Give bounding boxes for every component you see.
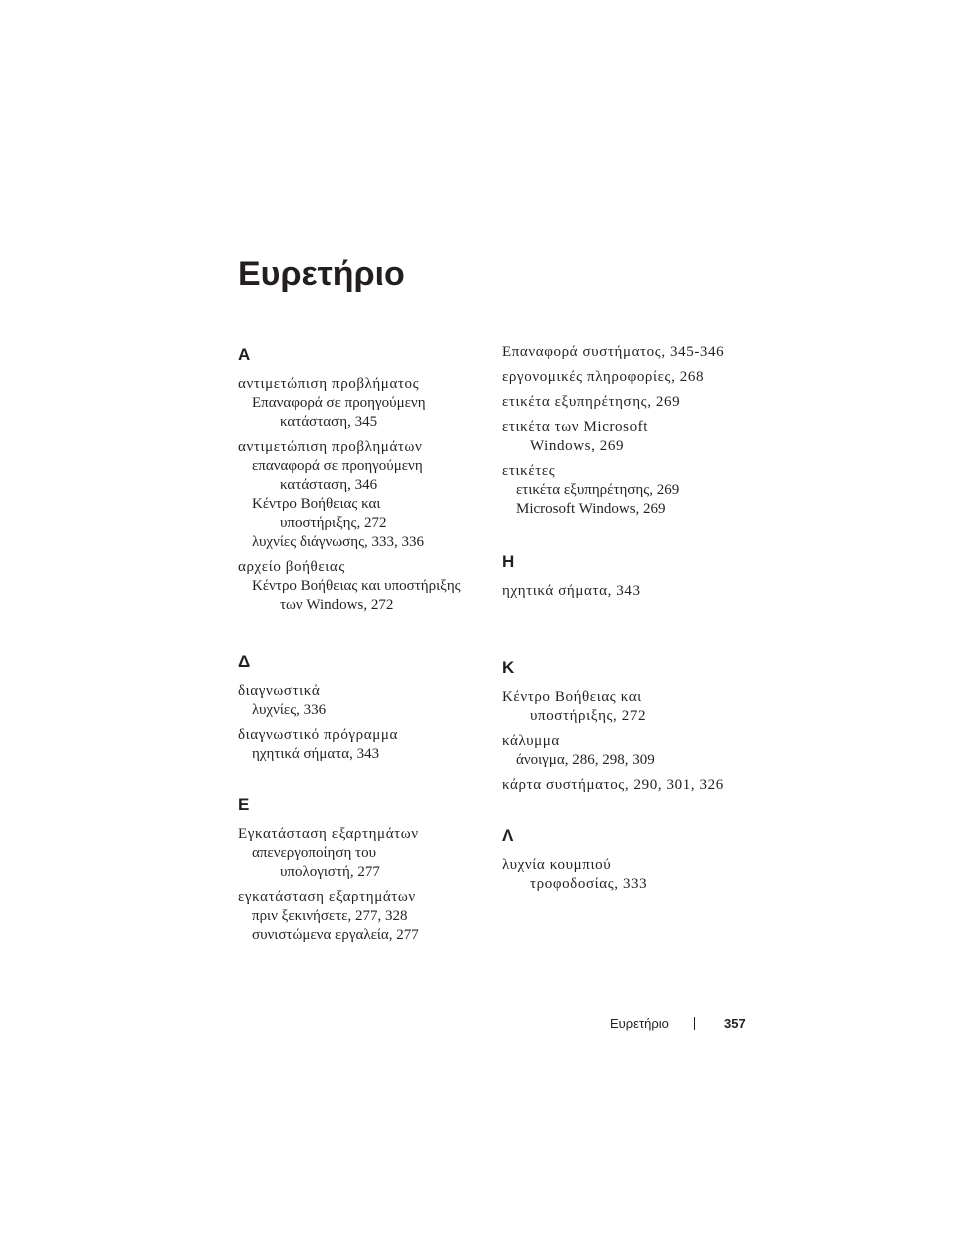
index-entry <box>238 726 488 764</box>
subterm-text: Επαναφορά σε προηγούμενη <box>252 395 426 411</box>
section-letter: K <box>502 658 515 677</box>
entry-term: αντιμετώπιση προβλήματος <box>238 376 420 392</box>
entry-term: αντιμετώπιση προβλημάτων <box>238 439 423 455</box>
index-section-lambda <box>502 826 752 894</box>
entry-term: Επαναφορά συστήματος, 345-346 <box>502 344 725 360</box>
index-column-left <box>238 343 488 951</box>
subterm-text: απενεργοποίηση του <box>252 845 377 861</box>
index-section-k <box>502 658 752 795</box>
entry-subterm <box>238 844 488 882</box>
entry-subterm: ετικέτα εξυπηρέτησης, 269 <box>516 482 680 498</box>
page-footer <box>0 1016 954 1036</box>
entry-term-continuation: Windows, 269 <box>530 438 625 454</box>
index-column-right <box>502 343 752 900</box>
entry-subterm <box>238 577 488 615</box>
subterm-continuation: κατάσταση, 346 <box>280 477 378 493</box>
entry-subterm: συνιστώμενα εργαλεία, 277 <box>252 927 419 943</box>
entry-term: Εγκατάσταση εξαρτημάτων <box>238 826 419 842</box>
subterm-text: Κέντρο Βοήθειας και υποστήριξης <box>252 578 461 594</box>
entry-term-continuation: τροφοδοσίας, 333 <box>530 876 648 892</box>
index-entry <box>238 825 488 882</box>
page-number: 357 <box>724 1016 746 1031</box>
entry-subterm <box>238 394 488 432</box>
entry-term: ετικέτα των Microsoft <box>502 419 649 435</box>
entry-term: εργονομικές πληροφορίες, 268 <box>502 369 705 385</box>
entry-subterm: πριν ξεκινήσετε, 277, 328 <box>252 908 408 924</box>
entry-term: κάλυμμα <box>502 733 560 749</box>
index-entry <box>238 438 488 552</box>
entry-subterm: λυχνίες διάγνωσης, 333, 336 <box>252 534 425 550</box>
index-section-e <box>238 795 488 945</box>
subterm-continuation: των Windows, 272 <box>280 597 394 613</box>
section-letter: H <box>502 552 515 571</box>
entry-term: ηχητικά σήματα, 343 <box>502 583 641 599</box>
index-entry <box>238 558 488 615</box>
index-entry <box>502 732 752 770</box>
entry-subterm: Microsoft Windows, 269 <box>516 501 666 517</box>
index-section-delta <box>238 652 488 764</box>
page-title: Ευρετήριο <box>238 255 405 293</box>
index-section-e-continued <box>502 343 752 519</box>
footer-title: Ευρετήριο <box>610 1016 669 1031</box>
index-entry <box>502 368 752 387</box>
entry-subterm <box>238 457 488 495</box>
entry-term: διαγνωστικά <box>238 683 321 699</box>
index-entry <box>502 688 752 726</box>
entry-term: αρχείο βοήθειας <box>238 559 345 575</box>
entry-subterm: άνοιγμα, 286, 298, 309 <box>516 752 655 768</box>
section-letter: Δ <box>238 652 251 671</box>
subterm-continuation: κατάσταση, 345 <box>280 414 378 430</box>
index-section-a <box>238 345 488 615</box>
index-entry <box>238 375 488 432</box>
subterm-text: επαναφορά σε προηγούμενη <box>252 458 423 474</box>
entry-term: διαγνωστικό πρόγραμμα <box>238 727 398 743</box>
entry-subterm <box>238 495 488 533</box>
entry-term: εγκατάσταση εξαρτημάτων <box>238 889 416 905</box>
entry-term: ετικέτα εξυπηρέτησης, 269 <box>502 394 681 410</box>
section-letter: A <box>238 345 251 364</box>
index-entry <box>502 418 752 456</box>
entry-term-continuation: υποστήριξης, 272 <box>530 708 647 724</box>
entry-term: κάρτα συστήματος, 290, 301, 326 <box>502 777 724 793</box>
entry-term: ετικέτες <box>502 463 556 479</box>
footer-separator <box>694 1017 695 1030</box>
index-entry <box>502 582 752 601</box>
subterm-text: Κέντρο Βοήθειας και <box>252 496 381 512</box>
index-entry <box>502 343 752 362</box>
index-entry <box>502 462 752 519</box>
entry-subterm: λυχνίες, 336 <box>252 702 327 718</box>
section-letter: E <box>238 795 250 814</box>
entry-term: Κέντρο Βοήθειας και <box>502 689 642 705</box>
entry-subterm: ηχητικά σήματα, 343 <box>252 746 380 762</box>
index-entry <box>502 856 752 894</box>
index-entry <box>502 776 752 795</box>
index-section-h <box>502 552 752 601</box>
index-entry <box>238 682 488 720</box>
section-letter: Λ <box>502 826 514 845</box>
index-entry <box>502 393 752 412</box>
subterm-continuation: υπολογιστή, 277 <box>280 864 380 880</box>
entry-term: λυχνία κουμπιού <box>502 857 612 873</box>
subterm-continuation: υποστήριξης, 272 <box>280 515 387 531</box>
index-entry <box>238 888 488 945</box>
